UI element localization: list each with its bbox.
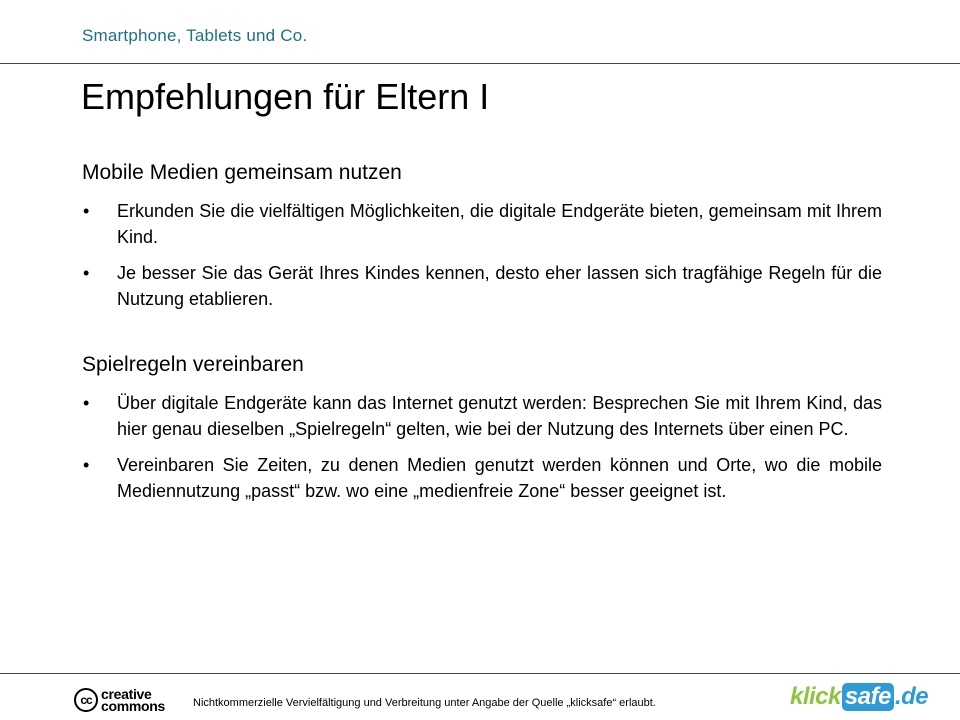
license-note: Nichtkommerzielle Vervielfältigung und Verbreitung unter Angabe der Quelle „klicksafe“ erlaubt. (193, 697, 656, 709)
bullet-icon: • (83, 393, 90, 413)
section-heading-rules: Spielregeln vereinbaren (82, 353, 304, 376)
list-item-text: Je besser Sie das Gerät Ihres Kindes kennen, desto eher lassen sich tragfähige Regeln für die Nutzung etablieren. (117, 263, 882, 309)
section-heading-mobile-media: Mobile Medien gemeinsam nutzen (82, 161, 402, 184)
cc-wordmark (101, 688, 165, 712)
list-item (82, 452, 882, 504)
header-subtitle: Smartphone, Tablets und Co. (82, 26, 308, 45)
bullet-list-mobile-media (82, 198, 882, 312)
list-item-text: Vereinbaren Sie Zeiten, zu denen Medien genutzt werden können und Orte, wo die mobile Mediennutzung „passt“ bzw. wo eine „medienfreie Zone“ besser geeignet ist. (117, 455, 882, 501)
list-item-text: Erkunden Sie die vielfältigen Möglichkeiten, die digitale Endgeräte bieten, gemeinsam mit Ihrem Kind. (117, 201, 882, 247)
logo-part-klick: klick (790, 683, 841, 710)
list-item (82, 390, 882, 442)
content-area (82, 160, 882, 514)
cc-icon: cc (74, 688, 98, 712)
bullet-icon: • (83, 455, 90, 475)
header-divider (0, 63, 960, 64)
list-item (82, 260, 882, 312)
cc-word-commons: commons (101, 698, 166, 714)
list-item-text: Über digitale Endgeräte kann das Internet genutzt werden: Besprechen Sie mit Ihrem Kind, das hier genau dieselben „Spielregeln“ gelten, wie bei der Nutzung des Internets über einen PC. (117, 393, 882, 439)
klicksafe-logo (790, 683, 928, 711)
bullet-icon: • (83, 201, 90, 221)
logo-part-safe: safe (842, 683, 894, 711)
footer-divider (0, 673, 960, 674)
bullet-list-rules (82, 390, 882, 504)
page-title: Empfehlungen für Eltern I (81, 76, 490, 117)
logo-part-de: .de (894, 683, 929, 710)
list-item (82, 198, 882, 250)
bullet-icon: • (83, 263, 90, 283)
cc-word-creative: creative (101, 686, 152, 702)
creative-commons-logo (74, 686, 165, 714)
